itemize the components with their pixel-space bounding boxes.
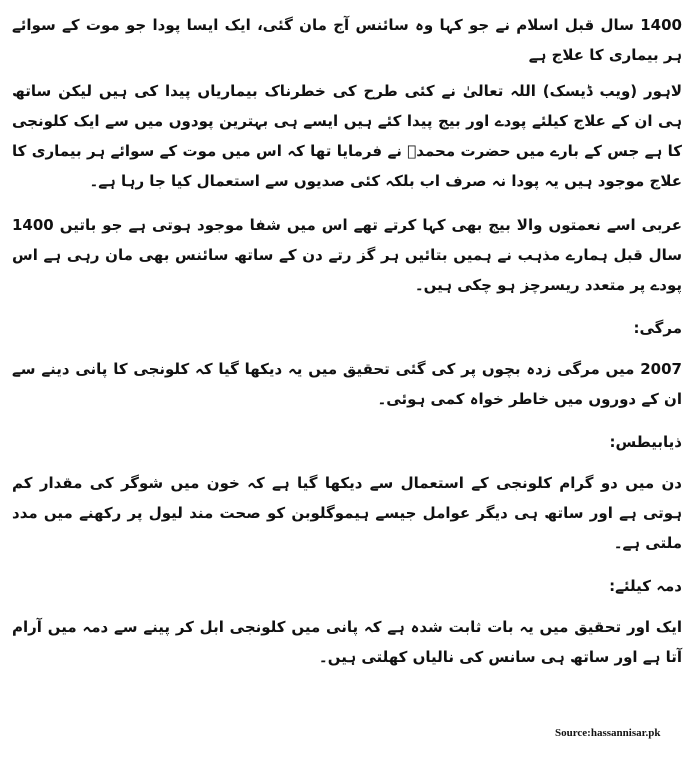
paragraph-epilepsy: 2007 میں مرگی زدہ بچوں پر کی گئی تحقیق میں یہ دیکھا گیا کہ کلونجی کا پانی دینے سے ان کے دوروں میں خاطر خواہ کمی ہوئی۔ (12, 360, 682, 408)
article-body (12, 10, 682, 686)
article-intro: 1400 سال قبل اسلام نے جو کہا وہ سائنس آج مان گئی، ایک ایسا پودا جو موت کے سوائے ہر بیماری کا علاج ہے (12, 16, 682, 64)
source-credit: Source:hassannisar.pk (555, 727, 661, 739)
heading-asthma: دمہ کیلئے: (609, 577, 682, 595)
paragraph-arabs: عربی اسے نعمتوں والا بیج بھی کہا کرتے تھے اس میں شفا موجود ہوتی ہے جو باتیں 1400 سال قبل ہمارے مذہب نے ہمیں بتائیں ہر گز رتے دن کے ساتھ سائنس بھی مان رہی ہے اس پودے پر متعدد ریسرچز ہو چکی ہیں۔ (12, 216, 682, 294)
heading-epilepsy: مرگی: (633, 319, 682, 337)
paragraph-lahore: لاہور (ویب ڈیسک) اللہ تعالیٰ نے کئی طرح کی خطرناک بیماریاں پیدا کی ہیں لیکن ساتھ ہی ان کے علاج کیلئے پودے اور بیج پیدا کئے ہیں ایسے ہی بہترین پودوں میں سے ایک کلونجی کا ہے جس کے بارے میں حضرت محمدؐ نے فرمایا تھا کہ اس میں موت کے سوائے ہر بیماری کا علاج موجود ہیں یہ پودا نہ صرف اب بلکہ کئی صدیوں سے استعمال کیا جا رہا ہے۔ (12, 82, 682, 190)
heading-diabetes: ذیابیطس: (609, 433, 682, 451)
paragraph-asthma: ایک اور تحقیق میں یہ بات ثابت شدہ ہے کہ پانی میں کلونجی ابل کر پینے سے دمہ میں آرام آتا ہے اور ساتھ ہی سانس کی نالیاں کھلتی ہیں۔ (12, 618, 682, 666)
paragraph-diabetes: دن میں دو گرام کلونجی کے استعمال سے دیکھا گیا ہے کہ خون میں شوگر کی مقدار کم ہوتی ہے اور ساتھ ہی دیگر عوامل جیسے ہیموگلوبن کو صحت مند لیول پر رکھنے میں مدد ملتی ہے۔ (12, 474, 682, 552)
